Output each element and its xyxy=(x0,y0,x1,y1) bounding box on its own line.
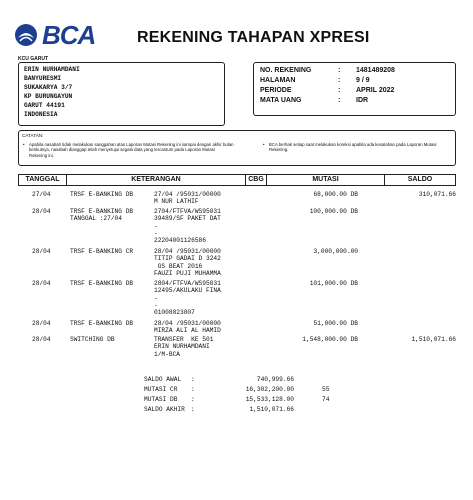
separator: : xyxy=(338,87,341,94)
summary-count: 55 xyxy=(322,386,330,393)
row-mutation: 1,548,000.00 DB xyxy=(302,336,358,343)
row-detail: 28/04 /95031/00000 TITIP GADAI D 3242 GS BEAT 2016 FAUZI PUJI MUHAMMA xyxy=(154,248,221,277)
period-label: PERIODE xyxy=(260,87,292,94)
row-detail: 2704/FTFVA/WS95031 39489/SF PAKET DAT - - 22204001126586 xyxy=(154,208,221,245)
row-detail: TRANSFER KE 501 ERIN NURHAMDANI 1/M-BCA xyxy=(154,336,214,358)
row-date: 28/04 xyxy=(32,248,51,255)
customer-country: INDONESIA xyxy=(24,110,58,118)
row-mutation: 51,000.00 DB xyxy=(313,320,358,327)
customer-address-line: GARUT 44191 xyxy=(24,101,65,109)
summary-value: 740,999.66 xyxy=(256,376,294,383)
summary-value: 1,510,071.66 xyxy=(249,406,294,413)
branch-label: KCU GARUT xyxy=(18,56,48,62)
separator: : xyxy=(191,386,195,393)
currency-row xyxy=(260,97,449,107)
row-balance: 1,510,071.66 xyxy=(411,336,456,343)
header-branch: CBG xyxy=(248,176,264,183)
account-number-label: NO. REKENING xyxy=(260,67,312,74)
period-value: APRIL 2022 xyxy=(356,87,395,94)
currency-value: IDR xyxy=(356,97,369,104)
separator: : xyxy=(191,376,195,383)
notes-box xyxy=(18,130,456,166)
summary-label: MUTASI CR xyxy=(144,386,178,393)
row-mutation: 68,000.00 DB xyxy=(313,191,358,198)
row-type: SWITCHING DB xyxy=(70,336,115,343)
note-item xyxy=(23,142,234,158)
separator: : xyxy=(191,396,195,403)
header-balance: SALDO xyxy=(407,176,433,183)
customer-name: ERIN NURHAMDANI xyxy=(24,66,80,73)
separator: : xyxy=(338,97,341,104)
row-date: 28/04 xyxy=(32,280,51,287)
notes-title: CATATAN: xyxy=(22,133,44,138)
row-type: TRSF E-BANKING DB TANGGAL :27/04 xyxy=(70,208,134,223)
page-value: 9 / 9 xyxy=(356,77,370,84)
row-detail: 28/04 /95031/00000 MIRZA ALI AL HAMID xyxy=(154,320,221,335)
row-type: TRSF E-BANKING DB xyxy=(70,320,134,327)
customer-address-line: SUKAKARYA 3/7 xyxy=(24,83,73,91)
bullet-icon: • xyxy=(23,142,25,147)
row-date: 28/04 xyxy=(32,320,51,327)
row-type: TRSF E-BANKING DB xyxy=(70,280,134,287)
row-date: 28/04 xyxy=(32,208,51,215)
currency-label: MATA UANG xyxy=(260,97,302,104)
row-mutation: 100,000.00 DB xyxy=(309,208,358,215)
bca-logo-text: BCA xyxy=(42,20,96,50)
row-mutation: 101,000.00 DB xyxy=(309,280,358,287)
row-mutation: 3,000,000.00 xyxy=(313,248,358,255)
page-row xyxy=(260,77,449,87)
header-mutation: MUTASI xyxy=(312,176,339,183)
separator: : xyxy=(338,67,341,74)
summary-label: SALDO AKHIR xyxy=(144,406,185,413)
separator: : xyxy=(338,77,341,84)
header-description: KETERANGAN xyxy=(131,176,181,183)
row-date: 28/04 xyxy=(32,336,51,343)
summary-count: 74 xyxy=(322,396,330,403)
header-date: TANGGAL xyxy=(25,176,60,183)
note-text: BCA berhak setiap saat melakukan koreksi apabila ada kesalahan pada Laporan Mutasi Rekening. xyxy=(269,142,437,153)
account-number-row xyxy=(260,67,449,77)
customer-address-line: KP BURUNGAYUN xyxy=(24,92,73,100)
row-detail: 27/04 /95031/00000 M NUR LATHIF xyxy=(154,191,221,206)
row-type: TRSF E-BANKING DB xyxy=(70,191,134,198)
separator: : xyxy=(191,406,195,413)
row-detail: 2804/FTFVA/WS95031 12495/AKULAKU FINA - - 01008823807 xyxy=(154,280,221,317)
row-type: TRSF E-BANKING CR xyxy=(70,248,134,255)
summary-value: 16,302,200.00 xyxy=(245,386,294,393)
bullet-icon: • xyxy=(263,142,265,147)
note-item xyxy=(263,142,449,153)
summary-label: SALDO AWAL xyxy=(144,376,182,383)
period-row xyxy=(260,87,449,97)
page-label: HALAMAN xyxy=(260,77,296,84)
row-date: 27/04 xyxy=(32,191,51,198)
transaction-table-header xyxy=(18,174,456,186)
summary-label: MUTASI DB xyxy=(144,396,178,403)
customer-address-box xyxy=(18,62,225,126)
note-text: Apabila nasabah tidak melakukan sanggahan atas Laporan Mutasi Rekening ini sampai dengan akhir bulan berikutnya, nasabah dianggap telah menyetujui segala data yang tercantum pada Laporan Mutasi Rekening ini. xyxy=(29,142,234,158)
row-balance: 310,071.66 xyxy=(418,191,456,198)
summary-value: 15,533,128.00 xyxy=(245,396,294,403)
customer-address-line: BANYURESMI xyxy=(24,74,62,82)
statement-title: REKENING TAHAPAN XPRESI xyxy=(137,29,370,46)
account-number-value: 1481489208 xyxy=(356,67,395,74)
account-info-box xyxy=(253,62,456,116)
